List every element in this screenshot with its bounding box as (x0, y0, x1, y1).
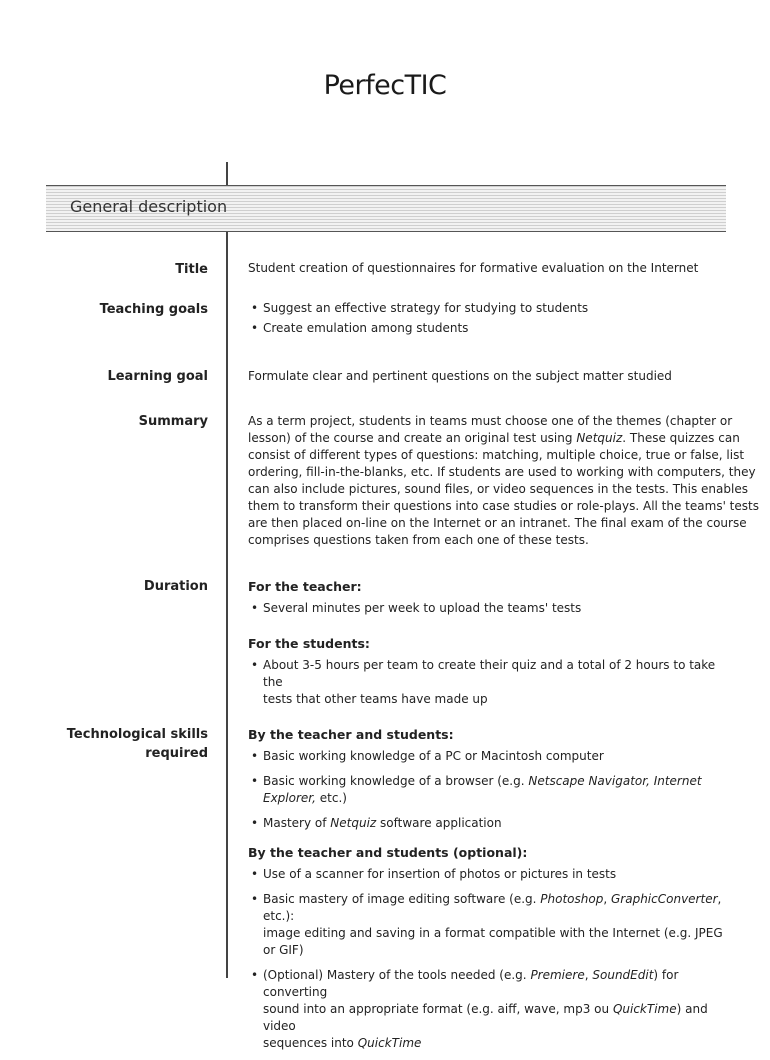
duration-teacher-heading: For the teacher: (248, 579, 362, 594)
teaching-goals-list (248, 300, 728, 345)
list-item: • Mastery of Netquiz software application (251, 816, 502, 830)
label-title: Title (175, 262, 208, 277)
list-item: • Use of a scanner for insertion of photos or pictures in tests (251, 867, 617, 881)
list-item: • Basic mastery of image editing software (e.g. Photoshop, GraphicConverter, etc.): image editing and saving in a format compatible with the Internet (e.g. JPEG or GIF) (251, 892, 723, 957)
tech-heading-required: By the teacher and students: (248, 727, 454, 742)
list-item: • Create emulation among students (251, 321, 469, 335)
label-tech-skills: Technological skills required (66, 727, 208, 761)
duration-details (248, 578, 728, 716)
column-divider (226, 162, 228, 978)
list-item: • About 3-5 hours per team to create their quiz and a total of 2 hours to take the tests that other teams have made up (251, 658, 716, 706)
label-learning-goal: Learning goal (107, 369, 208, 384)
summary-text: As a term project, students in teams must choose one of the themes (chapter or lesson) of the course and create an original test using Netquiz. These quizzes can consist of different types of questions: matching, multiple choice, true or false, list ordering, fill-in-the-blanks, etc. If students are used to working with computers, they can also include pictures, sound files, or video sequences in the tests. This enables them to transform their questions into case studies or role-plays. All the teams' tests are then placed on-line on the Internet or an intranet. The final exam of the course comprises questions taken from each one of these tests. (248, 414, 759, 547)
label-duration: Duration (143, 579, 208, 594)
list-item: • Basic working knowledge of a browser (e.g. Netscape Navigator, Internet Explorer, etc.) (251, 774, 702, 805)
list-item: • Several minutes per week to upload the teams' tests (251, 601, 582, 615)
tech-skills-details (248, 726, 728, 1060)
page-title: PerfecTIC (323, 70, 447, 101)
learning-goal-value: Formulate clear and pertinent questions on the subject matter studied (248, 369, 672, 383)
tech-heading-optional: By the teacher and students (optional): (248, 845, 528, 860)
section-header: General description (70, 197, 228, 216)
list-item: • (Optional) Mastery of the tools needed (e.g. Premiere, SoundEdit) for converting sound into an appropriate format (e.g. aiff, wave, mp3 ou QuickTime) and video sequences into QuickTime (251, 968, 708, 1050)
duration-students-heading: For the students: (248, 636, 370, 651)
list-item: • Suggest an effective strategy for studying to students (251, 301, 589, 315)
title-value: Student creation of questionnaires for formative evaluation on the Internet (248, 261, 699, 275)
section-header-band (46, 185, 726, 232)
label-summary: Summary (138, 414, 208, 429)
list-item: • Basic working knowledge of a PC or Macintosh computer (251, 749, 604, 763)
label-teaching-goals: Teaching goals (99, 302, 208, 317)
